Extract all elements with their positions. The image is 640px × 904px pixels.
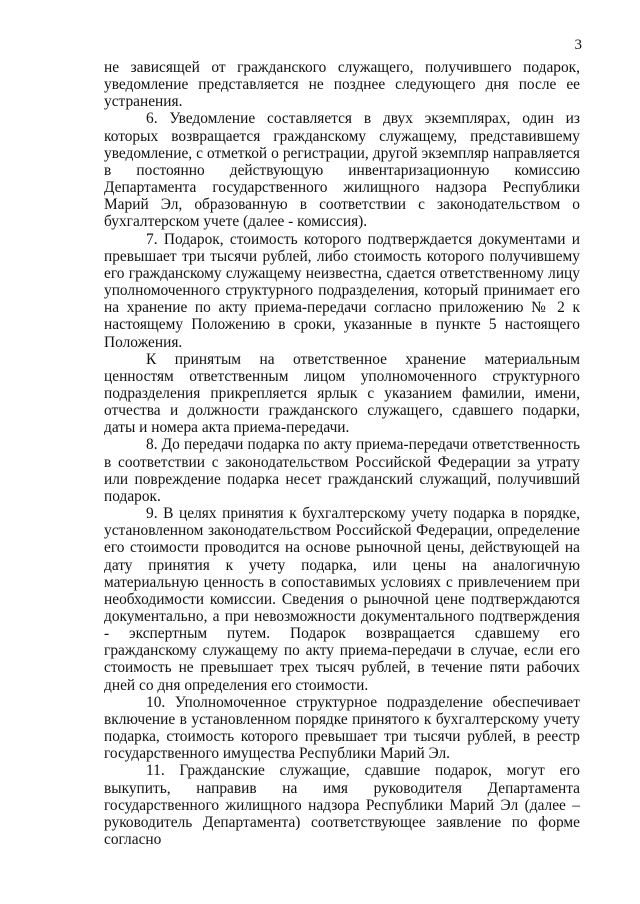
page-number: 3: [574, 37, 582, 53]
paragraph-item-8: 8. До передачи подарка по акту приема-передачи ответственность в соответствии с законодательством Российской Федерации за утрату или повреждение подарка несет гражданский служащий, получивший подарок.: [104, 436, 580, 505]
paragraph-continuation: не зависящей от гражданского служащего, получившего подарок, уведомление представляется не позднее следующего дня после ее устранения.: [104, 59, 580, 111]
paragraph-item-7: 7. Подарок, стоимость которого подтверждается документами и превышает три тысячи рублей, либо стоимость которого получившему его гражданскому служащему неизвестна, сдается ответственному лицу уполномоченного структурного подразделения, который принимает его на хранение по акту приема-передачи согласно приложению № 2 к настоящему Положению в сроки, указанные в пункте 5 настоящего Положения.: [104, 230, 580, 351]
paragraph-item-9: 9. В целях принятия к бухгалтерскому учету подарка в порядке, установленном законодательством Российской Федерации, определение его стоимости проводится на основе рыночной цены, действующей на дату принятия к учету подарка, или цены на аналогичную материальную ценность в сопоставимых условиях с привлечением при необходимости комиссии. Сведения о рыночной цене подтверждаются документально, а при невозможности документального подтверждения - экспертным путем. Подарок возвращается сдавшему его гражданскому служащему по акту приема-передачи в случае, если его стоимость не превышает трех тысяч рублей, в течение пяти рабочих дней со дня определения его стоимости.: [104, 505, 580, 694]
paragraph-item-6: 6. Уведомление составляется в двух экземплярах, один из которых возвращается гражданскому служащему, представившему уведомление, с отметкой о регистрации, другой экземпляр направляется в постоянно действующую инвентаризационную комиссию Департамента государственного жилищного надзора Республики Марий Эл, образованную в соответствии с законодательством о бухгалтерском учете (далее - комиссия).: [104, 110, 580, 231]
paragraph-item-10: 10. Уполномоченное структурное подразделение обеспечивает включение в установленном порядке принятого к бухгалтерскому учету подарка, стоимость которого превышает три тысячи рублей, в реестр государственного имущества Республики Марий Эл.: [104, 693, 580, 763]
paragraph-item-7-note: К принятым на ответственное хранение материальным ценностям ответственным лицом уполномоченного структурного подразделения прикрепляется ярлык с указанием фамилии, имени, отчества и должности гражданского служащего, сдавшего подарки, даты и номера акта приема-передачи.: [104, 350, 580, 437]
document-body: [104, 59, 580, 848]
paragraph-item-11: 11. Гражданские служащие, сдавшие подарок, могут его выкупить, направив на имя руководителя Департамента государственного жилищного надзора Республики Марий Эл (далее – руководитель Департамента) соответствующее заявление по форме согласно: [104, 762, 580, 849]
